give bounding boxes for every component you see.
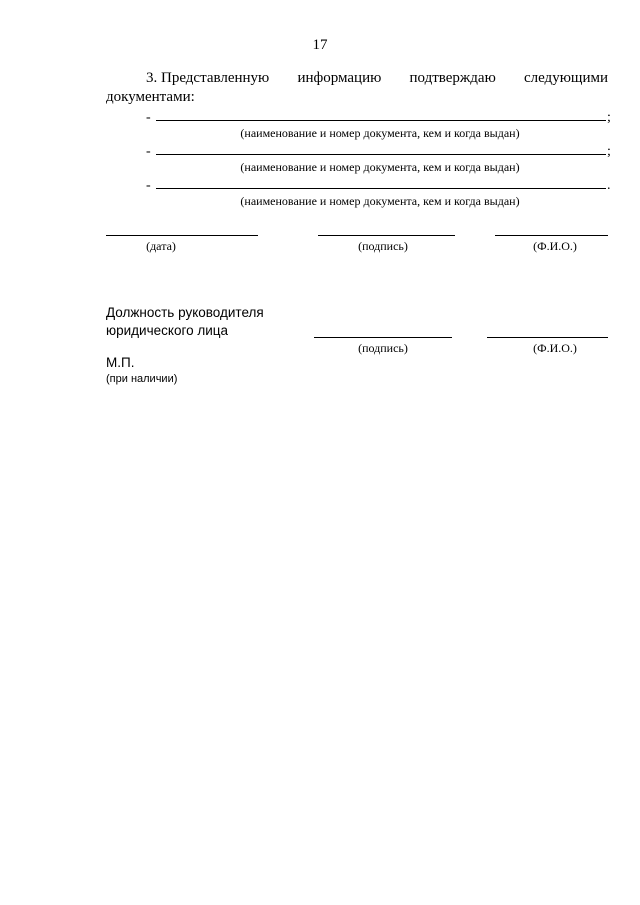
page-number: 17 [312,37,328,53]
document-line-2 [146,143,612,160]
paragraph-word: 3. Представленную [146,70,270,86]
stamp-note: (при наличии) [106,373,178,385]
stamp-placeholder: М.П. [106,355,135,370]
document-line-3 [146,177,612,194]
document-line-end: ; [607,110,611,125]
head-position-title-cont: юридического лица [106,323,228,338]
document-caption-3: (наименование и номер документа, кем и когда выдан) [240,194,520,208]
date-label: (дата) [146,239,176,253]
paragraph-continuation: документами: [106,89,195,105]
paragraph-word: подтверждаю [409,70,496,86]
paragraph-first-line [106,70,608,87]
signature-label: (подпись) [358,239,408,253]
signature-field[interactable] [318,235,455,236]
head-signature-field[interactable] [314,337,452,338]
head-full-name-field[interactable] [487,337,608,338]
head-full-name-label: (Ф.И.О.) [533,341,577,355]
document-caption-2: (наименование и номер документа, кем и когда выдан) [240,160,520,174]
full-name-label: (Ф.И.О.) [533,239,577,253]
head-signature-label: (подпись) [358,341,408,355]
document-line-end: ; [607,144,611,159]
document-blank-field[interactable] [156,109,606,121]
document-line-1 [146,109,612,126]
document-dash: - [146,178,151,193]
full-name-field[interactable] [495,235,608,236]
date-field[interactable] [106,235,258,236]
head-position-title: Должность руководителя [106,305,264,320]
document-dash: - [146,110,151,125]
document-line-end: . [607,178,611,193]
paragraph-word: информацию [297,70,382,86]
document-blank-field[interactable] [156,143,606,155]
document-blank-field[interactable] [156,177,606,189]
document-dash: - [146,144,151,159]
paragraph-word: следующими [523,70,608,86]
document-caption-1: (наименование и номер документа, кем и когда выдан) [240,126,520,140]
